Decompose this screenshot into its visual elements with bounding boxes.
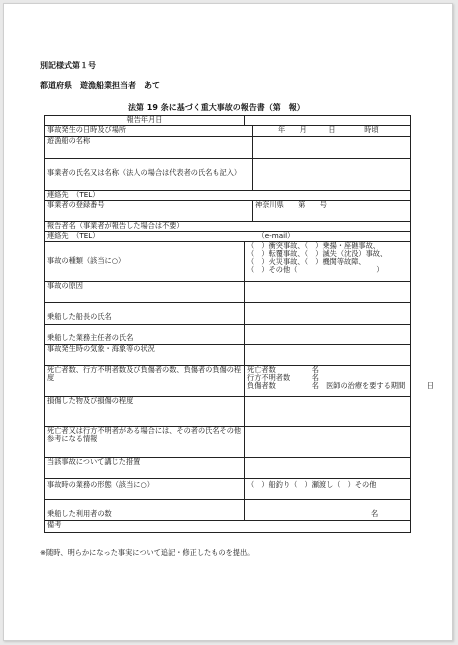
chief-label: 乗船した業務主任者の氏名	[45, 325, 245, 345]
accident-type-line: （ ）その他（ ）	[247, 265, 384, 275]
remarks-label: 備考	[47, 520, 62, 529]
contact-row[interactable]	[45, 191, 411, 201]
passengers-label: 乗船した利用者の数	[45, 500, 245, 521]
reporter-tel-label: （TEL）	[75, 231, 100, 240]
passengers-field[interactable]: 名	[245, 500, 411, 521]
accident-type-line: （ ）火災事故、（ ）機関等故障、	[247, 257, 366, 267]
service-type-label: 事故時の業務の形態（該当に○）	[45, 479, 245, 500]
cause-label: 事故の原因	[45, 282, 245, 303]
accident-report-table	[44, 115, 434, 533]
measures-field[interactable]	[245, 458, 411, 479]
reference-field[interactable]	[245, 427, 411, 458]
weather-field[interactable]	[245, 345, 411, 366]
accident-type-line: （ ）衝突事故、（ ）乗揚・座礁事故、	[247, 241, 380, 250]
reporter-contact-label: 連絡先	[47, 231, 69, 240]
report-date-field[interactable]	[245, 116, 411, 126]
damage-field[interactable]	[245, 397, 411, 427]
reporter-contact-row[interactable]	[45, 232, 411, 242]
accident-type-label: 事故の種類（該当に○）	[45, 242, 245, 282]
boat-name-label: 遊漁船の名称	[45, 137, 253, 159]
report-date-label: 報告年月日	[45, 116, 245, 126]
captain-label: 乗船した船長の氏名	[45, 303, 245, 325]
footnote: ※随時、明らかになった事実について追記・修正したものを提出。	[40, 548, 255, 557]
email-label: （e-mail）	[257, 231, 295, 240]
damage-label: 損傷した物及び損傷の程度	[45, 397, 245, 427]
weather-label: 事故発生時の気象・海象等の状況	[45, 345, 245, 366]
chief-field[interactable]	[245, 325, 411, 345]
accident-type-line: （ ）転覆事故、（ ）滅失（沈没）事故、	[247, 249, 388, 259]
reporter-row[interactable]	[45, 222, 411, 232]
occurrence-label: 事故発生の日時及び場所	[45, 126, 253, 137]
measures-label: 当該事故について講じた措置	[45, 458, 245, 479]
missing-count: 行方不明者数 名	[247, 373, 319, 383]
casualty-label: 死亡者数、行方不明者数及び負傷者の数、負傷者の負傷の程度	[45, 366, 245, 397]
captain-field[interactable]	[245, 303, 411, 325]
contact-label: 連絡先	[47, 190, 69, 199]
remarks-row[interactable]	[45, 521, 411, 533]
boat-name-field[interactable]	[253, 137, 411, 159]
document-title: 法第 19 条に基づく重大事故の報告書（第 報）	[128, 103, 305, 112]
reference-label: 死亡者又は行方不明者がある場合には、その者の氏名その他参考になる情報	[45, 427, 245, 458]
registration-field[interactable]: 神奈川県 第 号	[253, 201, 411, 222]
reporter-label: 報告者名（事業者が報告した場合は不要）	[47, 221, 184, 230]
injured-count: 負傷者数 名 医師の治療を要する期間 日	[247, 381, 434, 391]
dead-count: 死亡者数 名	[247, 365, 319, 374]
cause-field[interactable]	[245, 282, 411, 303]
service-type-options[interactable]: （ ）船釣り（ ）瀬渡し（ ）その他	[245, 479, 411, 500]
casualty-field[interactable]	[245, 365, 434, 397]
registration-label: 事業者の登録番号	[45, 201, 253, 222]
form-number: 別記様式第１号	[40, 61, 96, 70]
occurrence-field[interactable]: 年 月 日 時頃	[253, 126, 411, 137]
recipient: 都道府県 遊漁船業担当者 あて	[40, 81, 160, 90]
tel-label: （TEL）	[75, 190, 100, 199]
operator-label: 事業者の氏名又は名称（法人の場合は代表者の氏名も記入）	[45, 159, 253, 191]
accident-type-options[interactable]	[245, 242, 411, 282]
operator-field[interactable]	[253, 159, 411, 191]
